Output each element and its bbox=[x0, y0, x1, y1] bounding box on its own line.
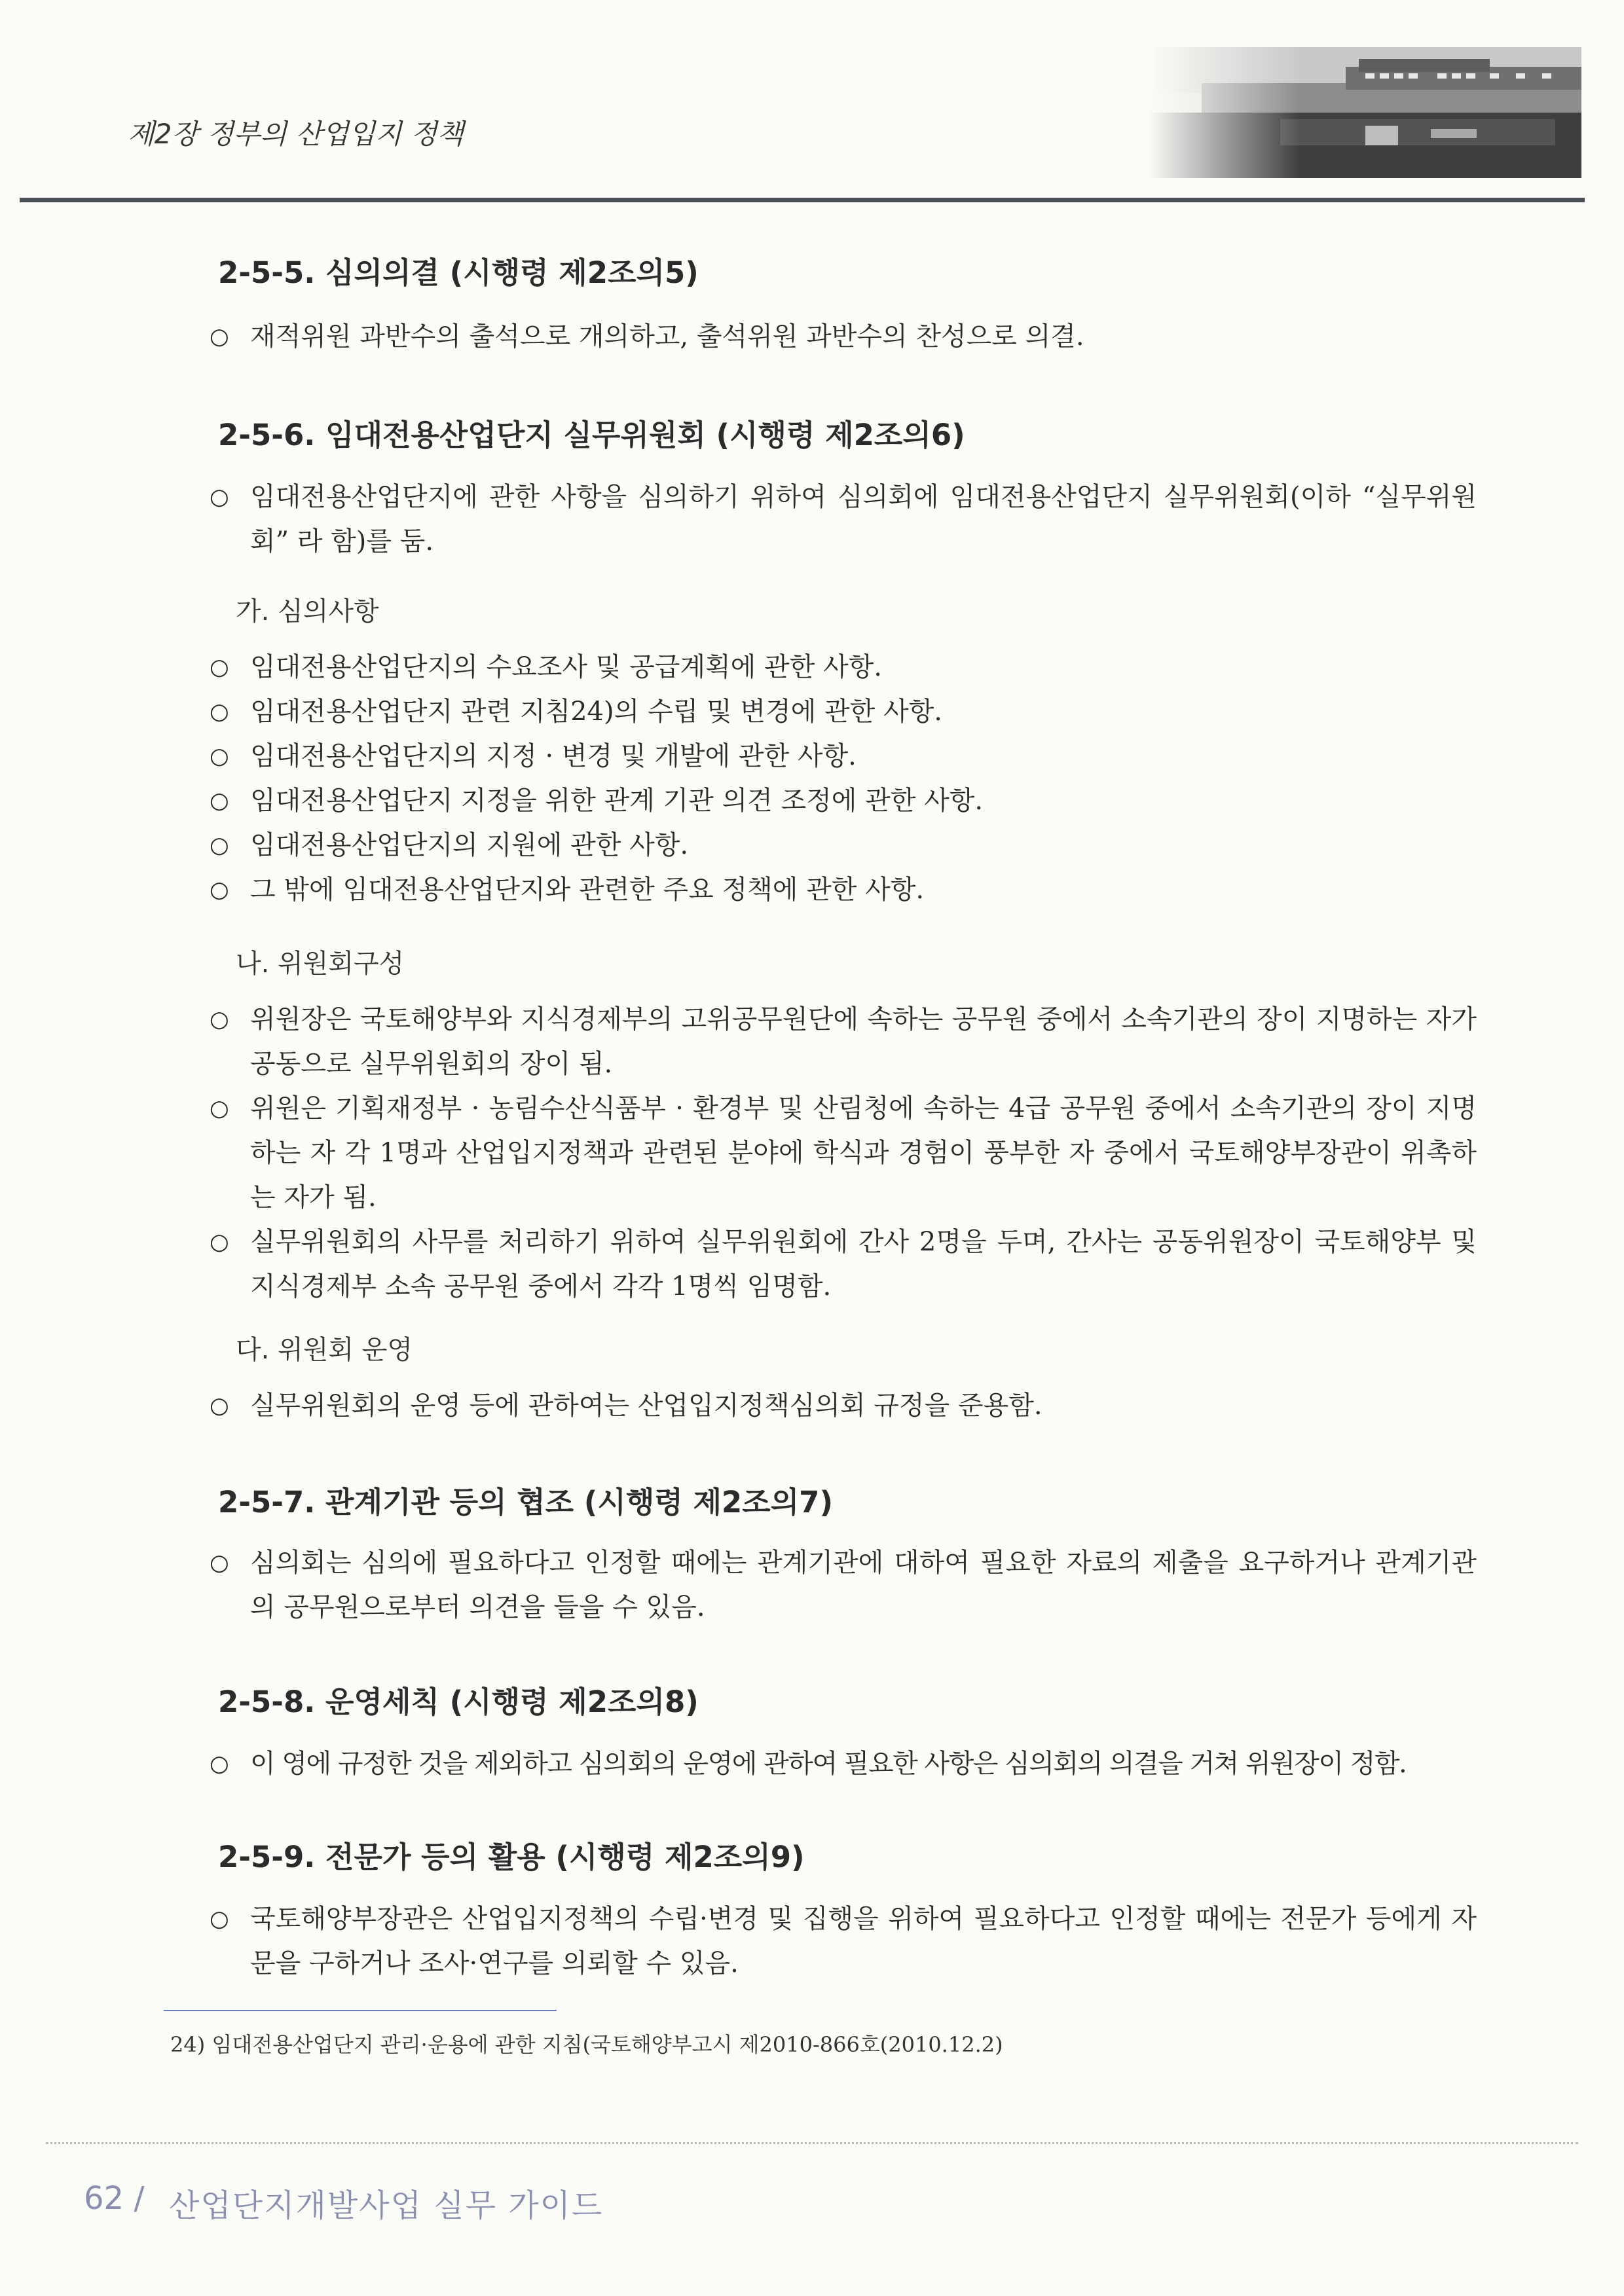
s6-a-item-3: ○ 임대전용산업단지의 지정 · 변경 및 개발에 관한 사항. bbox=[210, 734, 1477, 778]
s6-a-item-5: ○ 임대전용산업단지의 지원에 관한 사항. bbox=[210, 823, 1477, 867]
s6-a-item-2: ○ 임대전용산업단지 관련 지침24)의 수립 및 변경에 관한 사항. bbox=[210, 689, 1477, 734]
bullet-icon: ○ bbox=[210, 832, 229, 858]
s6-c-item-1: ○ 실무위원회의 운영 등에 관하여는 산업입지정책심의회 규정을 준용함. bbox=[210, 1383, 1477, 1428]
subheading-na: 나. 위원회구성 bbox=[236, 949, 405, 979]
header-rule bbox=[20, 198, 1585, 202]
section-title-2-5-9: 2-5-9. 전문가 등의 활용 (시행령 제2조의9) bbox=[218, 1840, 805, 1874]
s6-a-item-1: ○ 임대전용산업단지의 수요조사 및 공급계획에 관한 사항. bbox=[210, 645, 1477, 689]
footnote-24: 24) 임대전용산업단지 관리·운용에 관한 지침(국토해양부고시 제2010-866호(2010.12.2) bbox=[170, 2032, 1003, 2057]
s9-item-1: ○ 국토해양부장관은 산업입지정책의 수립·변경 및 집행을 위하여 필요하다고 인정할 때에는 전문가 등에게 자문을 구하거나 조사·연구를 의뢰할 수 있음. bbox=[210, 1897, 1477, 1986]
bullet-icon: ○ bbox=[210, 1229, 229, 1255]
section-title-2-5-8: 2-5-8. 운영세칙 (시행령 제2조의8) bbox=[218, 1685, 699, 1719]
subheading-ga: 가. 심의사항 bbox=[236, 596, 379, 627]
s6-item-1: ○ 임대전용산업단지에 관한 사항을 심의하기 위하여 심의회에 임대전용산업단지 실무위원회(이하 “실무위원회” 라 함)를 둠. bbox=[210, 475, 1477, 564]
s6-b-item-1: ○ 위원장은 국토해양부와 지식경제부의 고위공무원단에 속하는 공무원 중에서 소속기관의 장이 지명하는 자가 공동으로 실무위원회의 장이 됨. bbox=[210, 997, 1477, 1086]
book-title: 산업단지개발사업 실무 가이드 bbox=[169, 2187, 604, 2224]
subheading-da: 다. 위원회 운영 bbox=[236, 1335, 413, 1365]
bullet-icon: ○ bbox=[210, 788, 229, 814]
bullet-icon: ○ bbox=[210, 1006, 229, 1032]
section-title-2-5-6: 2-5-6. 임대전용산업단지 실무위원회 (시행령 제2조의6) bbox=[218, 418, 965, 452]
bullet-icon: ○ bbox=[210, 877, 229, 903]
bullet-icon: ○ bbox=[210, 1393, 229, 1419]
bullet-icon: ○ bbox=[210, 654, 229, 680]
bullet-icon: ○ bbox=[210, 484, 229, 510]
s6-b-item-2: ○ 위원은 기획재정부 · 농림수산식품부 · 환경부 및 산림청에 속하는 4급 공무원 중에서 소속기관의 장이 지명하는 자 각 1명과 산업입지정책과 관련된 분야에 학식과 경험이 풍부한 자 중에서 국토해양부장관이 위촉하는 자가 됨. bbox=[210, 1086, 1477, 1220]
section-title-2-5-5: 2-5-5. 심의의결 (시행령 제2조의5) bbox=[218, 255, 699, 290]
footer-divider bbox=[46, 2142, 1578, 2144]
section-title-2-5-7: 2-5-7. 관계기관 등의 협조 (시행령 제2조의7) bbox=[218, 1485, 834, 1520]
bullet-icon: ○ bbox=[210, 743, 229, 769]
bullet-icon: ○ bbox=[210, 1906, 229, 1932]
s6-a-item-6: ○ 그 밖에 임대전용산업단지와 관련한 주요 정책에 관한 사항. bbox=[210, 867, 1477, 912]
footnote-rule bbox=[164, 2010, 557, 2011]
s6-a-item-4: ○ 임대전용산업단지 지정을 위한 관계 기관 의견 조정에 관한 사항. bbox=[210, 778, 1477, 823]
s7-item-1: ○ 심의회는 심의에 필요하다고 인정할 때에는 관계기관에 대하여 필요한 자료의 제출을 요구하거나 관계기관의 공무원으로부터 의견을 들을 수 있음. bbox=[210, 1540, 1477, 1630]
s8-item-1: ○ 이 영에 규정한 것을 제외하고 심의회의 운영에 관하여 필요한 사항은 심의회의 의결을 거쳐 위원장이 정함. bbox=[210, 1741, 1477, 1786]
bullet-icon: ○ bbox=[210, 1751, 229, 1777]
chapter-title: 제2장 정부의 산업입지 정책 bbox=[128, 118, 464, 150]
header-photo bbox=[1149, 47, 1581, 178]
page-number: 62 / bbox=[84, 2180, 145, 2217]
bullet-icon: ○ bbox=[210, 699, 229, 725]
bullet-icon: ○ bbox=[210, 323, 229, 350]
bullet-icon: ○ bbox=[210, 1550, 229, 1576]
s5-item-1: ○ 재적위원 과반수의 출석으로 개의하고, 출석위원 과반수의 찬성으로 의결. bbox=[210, 314, 1477, 359]
s6-b-item-3: ○ 실무위원회의 사무를 처리하기 위하여 실무위원회에 간사 2명을 두며, 간사는 공동위원장이 국토해양부 및 지식경제부 소속 공무원 중에서 각각 1명씩 임명함. bbox=[210, 1220, 1477, 1309]
bullet-icon: ○ bbox=[210, 1095, 229, 1121]
